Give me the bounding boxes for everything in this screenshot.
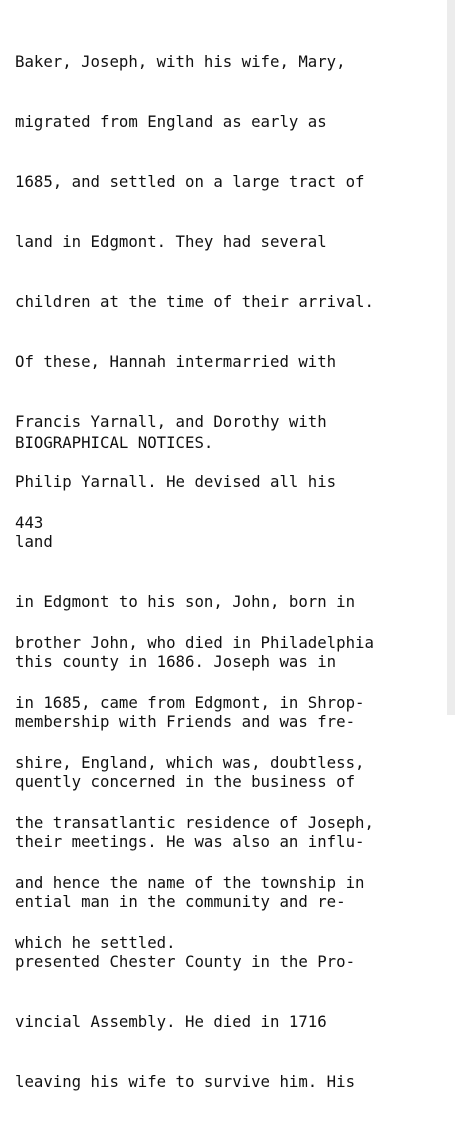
text-line: the transatlantic residence of Joseph, bbox=[15, 813, 374, 832]
text-line: their meetings. He was also an influ- bbox=[15, 832, 365, 851]
text-line: which he settled. bbox=[15, 933, 176, 952]
text-line: children at the time of their arrival. bbox=[15, 292, 374, 311]
text-line: vincial Assembly. He died in 1716 bbox=[15, 1012, 327, 1031]
text-line: this county in 1686. Joseph was in bbox=[15, 652, 337, 671]
body-text-block-2 bbox=[15, 593, 374, 993]
text-line: in 1685, came from Edgmont, in Shrop- bbox=[15, 693, 365, 712]
text-line: Baker, Joseph, with his wife, Mary, bbox=[15, 52, 346, 71]
text-line: quently concerned in the business of bbox=[15, 772, 356, 791]
text-line: membership with Friends and was fre- bbox=[15, 712, 356, 731]
text-line: ential man in the community and re- bbox=[15, 892, 346, 911]
text-line: 1685, and settled on a large tract of bbox=[15, 172, 365, 191]
text-line: land bbox=[15, 532, 53, 551]
text-line: presented Chester County in the Pro- bbox=[15, 952, 356, 971]
text-line: shire, England, which was, doubtless, bbox=[15, 753, 365, 772]
text-line: and hence the name of the township in bbox=[15, 873, 365, 892]
text-line: leaving his wife to survive him. His bbox=[15, 1072, 356, 1091]
text-line: Philip Yarnall. He devised all his bbox=[15, 472, 337, 491]
text-line: Of these, Hannah intermarried with bbox=[15, 352, 337, 371]
text-line: brother John, who died in Philadelphia bbox=[15, 633, 374, 652]
running-head: BIOGRAPHICAL NOTICES. bbox=[15, 433, 214, 452]
page-number: 443 bbox=[15, 513, 44, 532]
text-line: Francis Yarnall, and Dorothy with bbox=[15, 412, 327, 431]
text-line: in Edgmont to his son, John, born in bbox=[15, 592, 356, 611]
text-line: migrated from England as early as bbox=[15, 112, 327, 131]
text-line: land in Edgmont. They had several bbox=[15, 232, 327, 251]
page-edge bbox=[447, 0, 455, 715]
